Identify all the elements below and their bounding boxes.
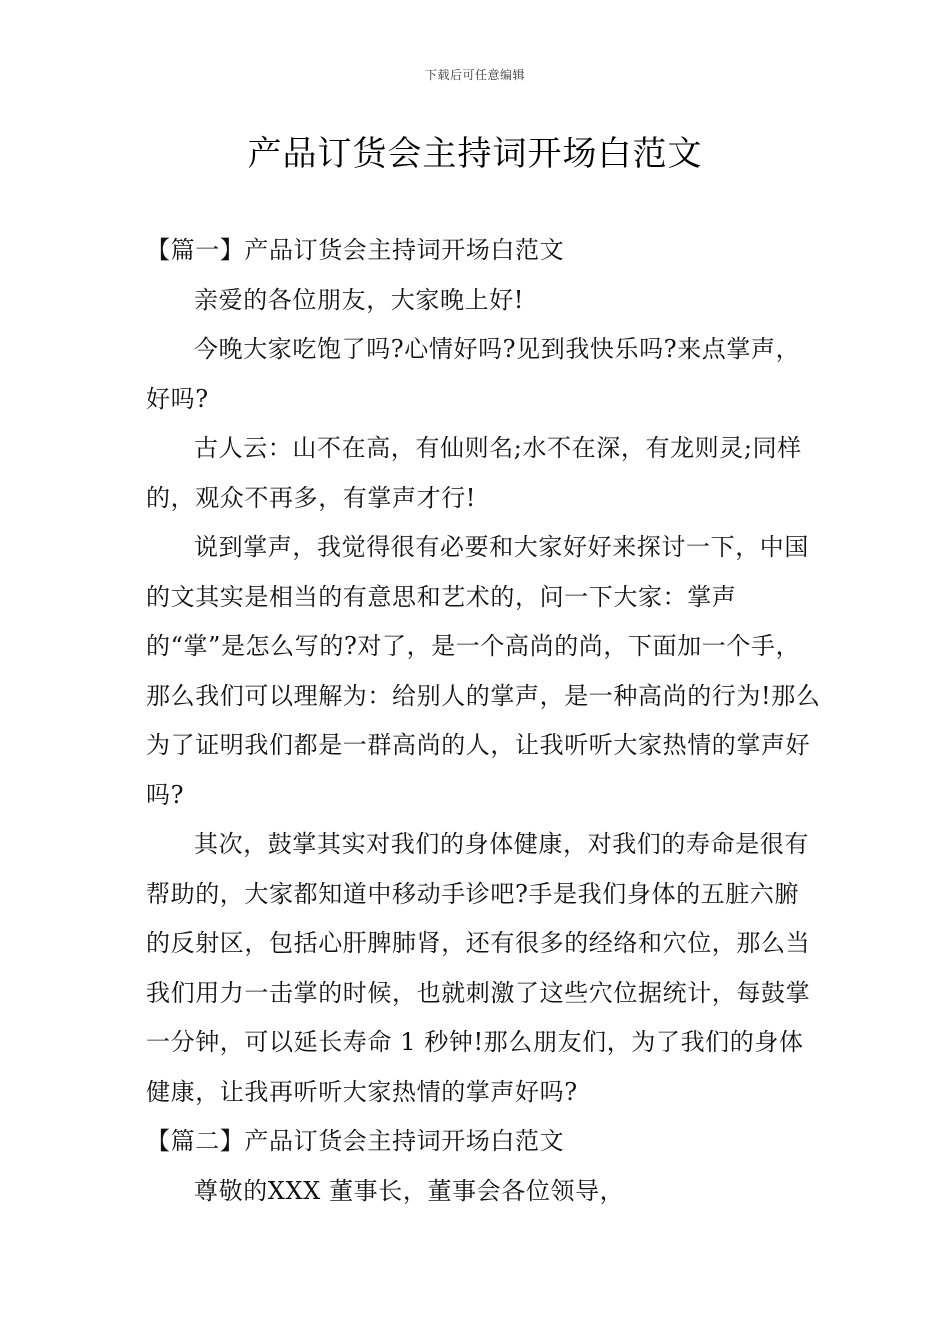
paragraph-applause-meaning: 说到掌声，我觉得很有必要和大家好好来探讨一下，中国的文其实是相当的有意思和艺术的，问一下大家：掌声的“掌”是怎么写的?对了，是一个高尚的尚，下面加一个手，那么我们可以理解为：给别人的掌声，是一种高尚的行为!那么为了证明我们都是一群高尚的人，让我听听大家热情的掌声好吗? [146, 533, 821, 809]
paragraph-proverb: 古人云：山不在高，有仙则名;水不在深，有龙则灵;同样的，观众不再多，有掌声才行! [146, 434, 802, 512]
section-heading-2: 【篇二】产品订货会主持词开场白范文 [146, 1127, 565, 1155]
paragraph-applause-health: 其次，鼓掌其实对我们的身体健康，对我们的寿命是很有帮助的，大家都知道中移动手诊吧?手是我们身体的五脏六腑的反射区，包括心肝脾肺肾，还有很多的经络和穴位，那么当我们用力一击掌的时候，也就刺激了这些穴位据统计，每鼓掌一分钟，可以延长寿命 1 秒钟!那么朋友们，为了我们的身体健康，让我再听听大家热情的掌声好吗? [146, 830, 811, 1106]
document-body [146, 226, 822, 1216]
document-title: 产品订货会主持词开场白范文 [247, 134, 703, 174]
section-heading-1: 【篇一】产品订货会主持词开场白范文 [146, 236, 565, 264]
page-header-note: 下载后可任意编辑 [424, 68, 525, 82]
paragraph-question: 今晚大家吃饱了吗?心情好吗?见到我快乐吗?来点掌声，好吗? [146, 335, 801, 413]
paragraph-greeting: 亲爱的各位朋友，大家晚上好! [194, 285, 525, 314]
paragraph-salutation: 尊敬的XXX 董事长，董事会各位领导， [194, 1176, 625, 1205]
